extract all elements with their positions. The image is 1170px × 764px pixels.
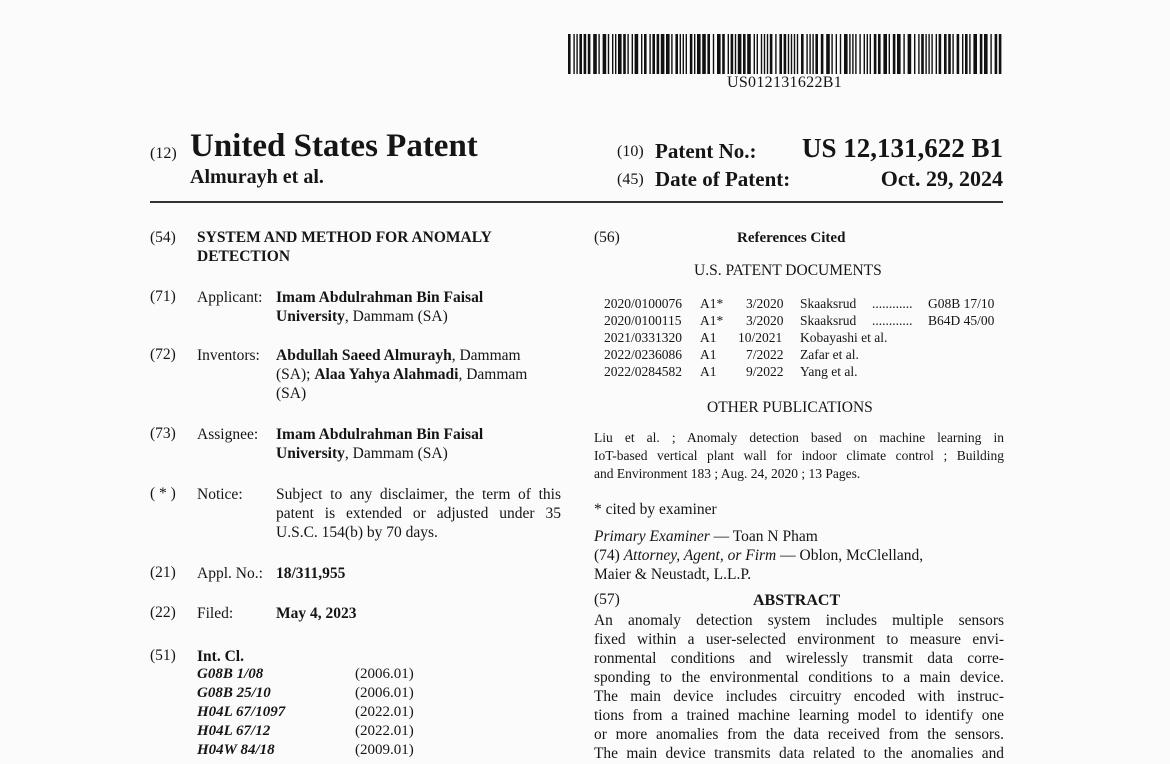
intcl-class: H04L 67/12 — [197, 723, 271, 739]
intcl-row — [197, 666, 437, 685]
patent-no-label: Patent No.: — [655, 139, 757, 163]
ref-date: 7/2022 — [746, 347, 784, 362]
examiner-name: — Toan N Pham — [709, 528, 818, 545]
inventor2-name: Alaa Yahya Alahmadi — [314, 366, 459, 383]
inventors-line1 — [276, 346, 521, 365]
ref-kind: A1 — [700, 364, 717, 379]
other-pub-text-2: IoT-based vertical plant wall for indoor climate control ; Building — [594, 448, 1004, 463]
primary-examiner — [594, 527, 818, 546]
assignee-name-line1: Imam Abdulrahman Bin Faisal — [276, 426, 484, 443]
barcode-bar — [671, 34, 672, 74]
ref-name: Zafar et al. — [800, 347, 859, 362]
date-label: Date of Patent: — [655, 167, 791, 191]
barcode-bar — [897, 34, 901, 74]
ref-name: Skaaksrud — [800, 313, 857, 328]
barcode-bar — [686, 34, 687, 74]
barcode-bar — [831, 34, 832, 74]
barcode-bar — [962, 34, 963, 74]
inventors-label: Inventors: — [197, 347, 260, 364]
barcode-bar — [702, 34, 706, 74]
patent-title: United States Patent — [190, 128, 478, 164]
barcode-bar — [965, 34, 968, 74]
filed-date: May 4, 2023 — [276, 605, 357, 622]
barcode-bar — [797, 34, 798, 74]
barcode-bar — [761, 34, 762, 74]
intcl-row — [197, 685, 437, 704]
assignee-label: Assignee: — [197, 426, 259, 443]
barcode-bar — [627, 34, 628, 74]
abstract-line: An anomaly detection system includes multiple sensors — [594, 612, 1004, 629]
us-docs-title: U.S. PATENT DOCUMENTS — [694, 262, 882, 279]
ref-class: B64D 45/00 — [928, 313, 995, 328]
inventor2-location: , Dammam — [458, 366, 528, 383]
intcl-row — [197, 704, 437, 723]
barcode-bar — [855, 34, 856, 74]
notice-text-1: Subject to any disclaimer, the term of this — [276, 486, 561, 503]
intcl-class: G08B 1/08 — [197, 666, 264, 682]
applicant-line2 — [276, 307, 448, 326]
barcode-bar — [635, 34, 639, 74]
reference-row — [604, 330, 1004, 347]
inventor1-name: Abdullah Saeed Almurayh — [276, 347, 452, 364]
invention-title-line1: SYSTEM AND METHOD FOR ANOMALY — [197, 229, 492, 246]
barcode-bar — [918, 34, 919, 74]
barcode-bar — [728, 34, 729, 74]
barcode-image — [568, 34, 1004, 74]
inventors-line3: (SA) — [276, 385, 307, 402]
applicant-code: (71) — [150, 288, 176, 305]
barcode-bar — [859, 34, 860, 74]
barcode-bar — [722, 34, 725, 74]
barcode-bar — [779, 34, 782, 74]
date-value: Oct. 29, 2024 — [880, 166, 1003, 191]
abstract-line: ronmental conditions and wirelessly transmit data corre- — [594, 650, 1004, 667]
assignee-line2 — [276, 444, 448, 463]
barcode-bar — [713, 34, 714, 74]
reference-row — [604, 347, 1004, 364]
reference-row — [604, 296, 1004, 313]
barcode-bar — [717, 34, 721, 74]
refs-code: (56) — [594, 229, 620, 246]
barcode-bar — [999, 34, 1002, 74]
barcode-bar — [939, 34, 942, 74]
barcode-bar — [791, 34, 792, 74]
ref-date: 10/2021 — [738, 330, 783, 345]
barcode-bar — [788, 34, 789, 74]
barcode-bar — [925, 34, 926, 74]
barcode-bar — [641, 34, 642, 74]
barcode-bar — [973, 34, 977, 74]
ref-name: Kobayashi et al. — [800, 330, 888, 345]
barcode-bar — [801, 34, 804, 74]
ref-class: G08B 17/10 — [928, 296, 995, 311]
barcode-bar — [764, 34, 765, 74]
barcode-bar — [735, 34, 736, 74]
barcode-bar — [840, 34, 841, 74]
barcode-bar — [914, 34, 915, 74]
barcode-bar — [576, 34, 577, 74]
abstract-line: The main device transmits data related to the anomalies and — [594, 745, 1004, 762]
patent-no-code: (10) — [617, 143, 644, 160]
barcode-bar — [770, 34, 773, 74]
barcode-number: US012131622B1 — [727, 74, 843, 91]
abstract-line: sponding to the environmental conditions to a main device. — [594, 669, 1004, 686]
barcode-bar — [652, 34, 655, 74]
assignee-location: , Dammam (SA) — [344, 445, 448, 462]
notice-code: ( * ) — [150, 485, 176, 502]
ref-number: 2022/0284582 — [604, 364, 683, 379]
barcode-bar — [608, 34, 609, 74]
abstract-line: tions from a trained machine learning model to identify one — [594, 707, 1004, 724]
applicant-name-line1: Imam Abdulrahman Bin Faisal — [276, 289, 484, 306]
intcl-code: (51) — [150, 647, 176, 664]
attorney-label: Attorney, Agent, or Firm — [623, 547, 777, 564]
ref-dots: ............ — [872, 313, 913, 328]
other-pub-line3: and Environment 183 ; Aug. 24, 2020 ; 13 Pages. — [594, 466, 861, 481]
intcl-row — [197, 723, 437, 742]
ref-dots: ............ — [872, 296, 913, 311]
abstract-title: ABSTRACT — [753, 592, 841, 609]
barcode-bar — [615, 34, 616, 74]
abstract-line: or more anomalies from the data received from the sensors. — [594, 726, 1004, 743]
barcode-bar — [623, 34, 626, 74]
barcode-bar — [990, 34, 991, 74]
barcode-bar — [844, 34, 848, 74]
barcode-bar — [661, 34, 665, 74]
barcode-bar — [666, 34, 670, 74]
barcode-bar — [775, 34, 776, 74]
barcode-bar — [893, 34, 896, 74]
ref-number: 2020/0100115 — [604, 313, 682, 328]
refs-title: References Cited — [737, 230, 846, 246]
barcode-bar — [889, 34, 890, 74]
intcl-row — [197, 742, 437, 761]
ref-date: 3/2020 — [746, 313, 784, 328]
barcode-bar — [921, 34, 924, 74]
patent-no-value: US 12,131,622 B1 — [801, 133, 1003, 163]
barcode-bar — [995, 34, 998, 74]
ref-kind: A1* — [700, 296, 724, 311]
intcl-year: (2006.01) — [355, 666, 414, 682]
inventor2-prefix: (SA); — [276, 366, 315, 383]
notice-line2 — [276, 504, 561, 523]
barcode-bar — [738, 34, 742, 74]
barcode-bar — [649, 34, 650, 74]
title-code: (54) — [150, 229, 176, 246]
barcode-bar — [826, 34, 830, 74]
other-pub-text-1: Liu et al. ; Anomaly detection based on machine learning in — [594, 430, 1004, 445]
date-code: (45) — [617, 171, 644, 188]
barcode-bar — [849, 34, 850, 74]
attorney-line1 — [594, 546, 923, 565]
barcode-bar — [794, 34, 795, 74]
inventors-code: (72) — [150, 346, 176, 363]
notice-label: Notice: — [197, 486, 243, 503]
barcode-bar — [754, 34, 755, 74]
barcode-bar — [743, 34, 746, 74]
reference-row — [604, 313, 1004, 330]
intcl-year: (2006.01) — [355, 685, 414, 701]
applicant-label: Applicant: — [197, 289, 263, 306]
applicant-location: , Dammam (SA) — [344, 308, 448, 325]
barcode-bar — [936, 34, 937, 74]
attorney-line2: Maier & Neustadt, L.L.P. — [594, 566, 752, 583]
barcode-bar — [980, 34, 983, 74]
ref-date: 3/2020 — [746, 296, 784, 311]
barcode-bar — [969, 34, 970, 74]
barcode-bar — [579, 34, 582, 74]
filed-code: (22) — [150, 604, 176, 621]
barcode-bar — [584, 34, 587, 74]
barcode-bar — [767, 34, 768, 74]
other-pub-line1 — [594, 430, 1004, 446]
abstract-line: fixed within a user-selected environment to measure envi- — [594, 631, 1004, 648]
barcode-bar — [944, 34, 947, 74]
other-pub-line2 — [594, 448, 1004, 464]
barcode-bar — [815, 34, 818, 74]
barcode-bar — [694, 34, 695, 74]
country-code: (12) — [150, 145, 177, 162]
attorney-code: (74) — [594, 547, 624, 564]
attorney-firm: — Oblon, McClelland, — [776, 547, 924, 564]
barcode-bar — [690, 34, 693, 74]
intcl-year: (2009.01) — [355, 742, 414, 758]
notice-line1 — [276, 485, 561, 504]
filed-label: Filed: — [197, 605, 234, 622]
ref-name: Yang et al. — [800, 364, 858, 379]
barcode-bar — [928, 34, 929, 74]
appl-code: (21) — [150, 564, 176, 581]
ref-kind: A1* — [700, 313, 724, 328]
barcode-bar — [731, 34, 734, 74]
barcode-bar — [874, 34, 877, 74]
intcl-year: (2022.01) — [355, 704, 414, 720]
barcode-bar — [675, 34, 678, 74]
intcl-class: G08B 25/10 — [197, 685, 271, 701]
barcode-bar — [680, 34, 681, 74]
barcode-bar — [657, 34, 660, 74]
barcode-bar — [618, 34, 622, 74]
barcode-bar — [870, 34, 871, 74]
barcode-bar — [697, 34, 701, 74]
barcode-bar — [593, 34, 597, 74]
barcode-bar — [931, 34, 932, 74]
barcode-bar — [903, 34, 904, 74]
invention-title-line2: DETECTION — [197, 248, 291, 265]
ref-kind: A1 — [700, 330, 717, 345]
inventor1-location: , Dammam — [451, 347, 521, 364]
barcode-bar — [883, 34, 887, 74]
ref-date: 9/2022 — [746, 364, 784, 379]
barcode-bar — [757, 34, 758, 74]
barcode-bar — [784, 34, 787, 74]
inventors-line2 — [276, 365, 527, 384]
inventor-short: Almurayh et al. — [190, 166, 324, 188]
barcode-bar — [836, 34, 837, 74]
header-divider — [150, 201, 1003, 203]
assignee-code: (73) — [150, 425, 176, 442]
barcode-bar — [852, 34, 853, 74]
barcode-bar — [598, 34, 599, 74]
cited-by-examiner: * cited by examiner — [594, 501, 717, 518]
intcl-class: H04W 84/18 — [197, 742, 275, 758]
appl-label: Appl. No.: — [197, 565, 263, 582]
barcode-bar — [867, 34, 868, 74]
barcode-bar — [984, 34, 988, 74]
barcode-bar — [568, 34, 571, 74]
barcode-bar — [683, 34, 684, 74]
barcode-bar — [588, 34, 591, 74]
barcode-bar — [707, 34, 710, 74]
ref-number: 2021/0331320 — [604, 330, 683, 345]
barcode-bar — [644, 34, 647, 74]
abstract-code: (57) — [594, 591, 620, 608]
examiner-label: Primary Examiner — [594, 528, 710, 545]
ref-name: Skaaksrud — [800, 296, 857, 311]
appl-number: 18/311,955 — [276, 565, 346, 582]
barcode-bar — [908, 34, 912, 74]
notice-line3: U.S.C. 154(b) by 70 days. — [276, 524, 438, 541]
ref-number: 2020/0100076 — [604, 296, 683, 311]
notice-text-2: patent is extended or adjusted under 35 — [276, 505, 561, 522]
applicant-university: University — [276, 308, 345, 325]
barcode-bar — [821, 34, 824, 74]
reference-row — [604, 364, 1004, 381]
ref-number: 2022/0236086 — [604, 347, 683, 362]
barcode-bar — [747, 34, 751, 74]
barcode-bar — [809, 34, 810, 74]
intcl-year: (2022.01) — [355, 723, 414, 739]
barcode-bar — [603, 34, 607, 74]
barcode-bar — [812, 34, 813, 74]
barcode-bar — [612, 34, 613, 74]
abstract-line: The main device includes circuitry encoded with instruc- — [594, 688, 1004, 705]
barcode-bar — [632, 34, 633, 74]
barcode-bar — [957, 34, 960, 74]
intcl-label: Int. Cl. — [197, 648, 244, 665]
barcode-bar — [806, 34, 807, 74]
other-pub-title: OTHER PUBLICATIONS — [707, 399, 873, 416]
barcode-bar — [948, 34, 951, 74]
barcode-bar — [878, 34, 881, 74]
intcl-class: H04L 67/1097 — [197, 704, 286, 720]
barcode-bar — [864, 34, 865, 74]
barcode-bar — [952, 34, 953, 74]
assignee-university: University — [276, 445, 345, 462]
barcode-bar — [573, 34, 574, 74]
ref-kind: A1 — [700, 347, 717, 362]
